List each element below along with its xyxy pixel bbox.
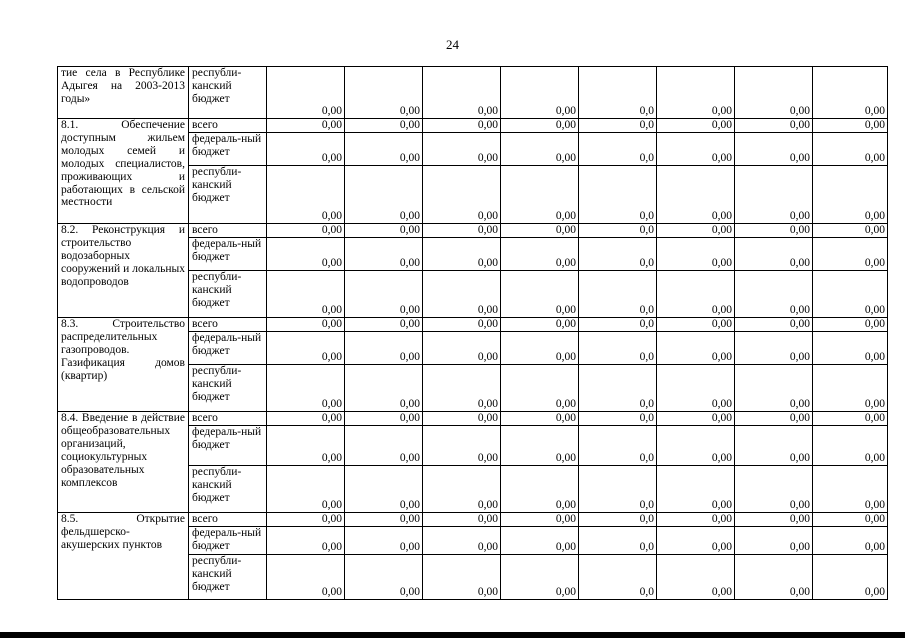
value-cell: 0,00 bbox=[813, 119, 888, 133]
value-cell: 0,0 bbox=[579, 555, 657, 600]
table-row bbox=[58, 318, 888, 332]
value-cell: 0,00 bbox=[267, 555, 345, 600]
item-description: тие села в Республике Адыгея на 2003-2013 годы» bbox=[58, 67, 189, 119]
funding-source: федераль-ный бюджет bbox=[189, 527, 267, 555]
bottom-border bbox=[0, 632, 905, 638]
value-cell: 0,0 bbox=[579, 426, 657, 466]
value-cell: 0,00 bbox=[813, 271, 888, 318]
funding-source: всего bbox=[189, 318, 267, 332]
funding-source: федераль-ный бюджет bbox=[189, 133, 267, 166]
value-cell: 0,00 bbox=[735, 238, 813, 271]
value-cell: 0,00 bbox=[813, 365, 888, 412]
value-cell: 0,00 bbox=[423, 332, 501, 365]
value-cell: 0,00 bbox=[657, 166, 735, 224]
table-row bbox=[58, 513, 888, 527]
value-cell: 0,0 bbox=[579, 513, 657, 527]
value-cell: 0,00 bbox=[423, 466, 501, 513]
value-cell: 0,00 bbox=[735, 365, 813, 412]
table-row bbox=[58, 412, 888, 426]
value-cell: 0,00 bbox=[501, 513, 579, 527]
table-row bbox=[58, 67, 888, 119]
value-cell: 0,00 bbox=[267, 271, 345, 318]
value-cell: 0,0 bbox=[579, 166, 657, 224]
value-cell: 0,00 bbox=[813, 67, 888, 119]
value-cell: 0,00 bbox=[345, 67, 423, 119]
value-cell: 0,00 bbox=[813, 412, 888, 426]
value-cell: 0,00 bbox=[345, 466, 423, 513]
value-cell: 0,00 bbox=[345, 224, 423, 238]
value-cell: 0,00 bbox=[345, 119, 423, 133]
value-cell: 0,00 bbox=[267, 224, 345, 238]
value-cell: 0,00 bbox=[657, 365, 735, 412]
value-cell: 0,0 bbox=[579, 133, 657, 166]
funding-source: республи-канский бюджет bbox=[189, 67, 267, 119]
value-cell: 0,00 bbox=[501, 119, 579, 133]
value-cell: 0,0 bbox=[579, 412, 657, 426]
value-cell: 0,00 bbox=[345, 365, 423, 412]
value-cell: 0,00 bbox=[735, 166, 813, 224]
value-cell: 0,0 bbox=[579, 332, 657, 365]
value-cell: 0,00 bbox=[423, 513, 501, 527]
funding-source: всего bbox=[189, 513, 267, 527]
value-cell: 0,00 bbox=[813, 426, 888, 466]
value-cell: 0,0 bbox=[579, 466, 657, 513]
value-cell: 0,00 bbox=[423, 365, 501, 412]
value-cell: 0,00 bbox=[657, 133, 735, 166]
value-cell: 0,00 bbox=[423, 119, 501, 133]
funding-source: республи-канский бюджет bbox=[189, 555, 267, 600]
value-cell: 0,00 bbox=[657, 271, 735, 318]
value-cell: 0,00 bbox=[267, 513, 345, 527]
value-cell: 0,00 bbox=[735, 555, 813, 600]
funding-source: республи-канский бюджет bbox=[189, 271, 267, 318]
value-cell: 0,00 bbox=[735, 466, 813, 513]
value-cell: 0,00 bbox=[345, 238, 423, 271]
value-cell: 0,00 bbox=[657, 555, 735, 600]
value-cell: 0,00 bbox=[501, 224, 579, 238]
value-cell: 0,00 bbox=[267, 238, 345, 271]
value-cell: 0,00 bbox=[813, 238, 888, 271]
value-cell: 0,00 bbox=[735, 318, 813, 332]
value-cell: 0,00 bbox=[267, 466, 345, 513]
table-row bbox=[58, 119, 888, 133]
item-description: 8.5. Открытие фельдшерско-акушерских пунктов bbox=[58, 513, 189, 600]
value-cell: 0,00 bbox=[423, 271, 501, 318]
value-cell: 0,00 bbox=[345, 527, 423, 555]
value-cell: 0,00 bbox=[501, 238, 579, 271]
value-cell: 0,00 bbox=[345, 412, 423, 426]
value-cell: 0,0 bbox=[579, 527, 657, 555]
value-cell: 0,00 bbox=[345, 133, 423, 166]
funding-source: республи-канский бюджет bbox=[189, 466, 267, 513]
value-cell: 0,00 bbox=[657, 426, 735, 466]
value-cell: 0,00 bbox=[501, 527, 579, 555]
value-cell: 0,00 bbox=[735, 271, 813, 318]
value-cell: 0,00 bbox=[423, 67, 501, 119]
value-cell: 0,00 bbox=[423, 133, 501, 166]
value-cell: 0,00 bbox=[813, 513, 888, 527]
value-cell: 0,00 bbox=[345, 318, 423, 332]
value-cell: 0,00 bbox=[735, 332, 813, 365]
value-cell: 0,00 bbox=[267, 365, 345, 412]
value-cell: 0,00 bbox=[345, 332, 423, 365]
value-cell: 0,00 bbox=[501, 555, 579, 600]
value-cell: 0,00 bbox=[735, 133, 813, 166]
funding-source: федераль-ный бюджет bbox=[189, 332, 267, 365]
value-cell: 0,00 bbox=[735, 527, 813, 555]
value-cell: 0,00 bbox=[345, 555, 423, 600]
item-description: 8.2. Реконструкция и строительство водозаборных сооружений и локальных водопроводов bbox=[58, 224, 189, 318]
value-cell: 0,00 bbox=[267, 166, 345, 224]
value-cell: 0,00 bbox=[423, 412, 501, 426]
value-cell: 0,00 bbox=[267, 67, 345, 119]
value-cell: 0,00 bbox=[501, 332, 579, 365]
value-cell: 0,00 bbox=[813, 224, 888, 238]
value-cell: 0,0 bbox=[579, 318, 657, 332]
value-cell: 0,00 bbox=[423, 527, 501, 555]
funding-source: всего bbox=[189, 224, 267, 238]
value-cell: 0,00 bbox=[813, 527, 888, 555]
funding-source: федераль-ный бюджет bbox=[189, 426, 267, 466]
value-cell: 0,00 bbox=[345, 271, 423, 318]
budget-table bbox=[57, 66, 888, 600]
value-cell: 0,00 bbox=[345, 513, 423, 527]
value-cell: 0,00 bbox=[423, 166, 501, 224]
value-cell: 0,00 bbox=[501, 426, 579, 466]
value-cell: 0,00 bbox=[345, 426, 423, 466]
value-cell: 0,00 bbox=[657, 412, 735, 426]
funding-source: федераль-ный бюджет bbox=[189, 238, 267, 271]
page-number: 24 bbox=[446, 37, 459, 52]
value-cell: 0,00 bbox=[267, 318, 345, 332]
value-cell: 0,00 bbox=[501, 166, 579, 224]
value-cell: 0,00 bbox=[813, 133, 888, 166]
value-cell: 0,00 bbox=[423, 555, 501, 600]
value-cell: 0,0 bbox=[579, 224, 657, 238]
value-cell: 0,0 bbox=[579, 238, 657, 271]
value-cell: 0,00 bbox=[501, 365, 579, 412]
value-cell: 0,00 bbox=[813, 318, 888, 332]
value-cell: 0,00 bbox=[735, 119, 813, 133]
value-cell: 0,00 bbox=[423, 238, 501, 271]
value-cell: 0,00 bbox=[657, 527, 735, 555]
value-cell: 0,00 bbox=[267, 527, 345, 555]
value-cell: 0,00 bbox=[735, 513, 813, 527]
value-cell: 0,0 bbox=[579, 67, 657, 119]
funding-source: республи-канский бюджет bbox=[189, 365, 267, 412]
item-description: 8.1. Обеспечение доступным жильем молодых семей и молодых специалистов, проживающих и работающих в сельской местности bbox=[58, 119, 189, 224]
value-cell: 0,00 bbox=[813, 466, 888, 513]
value-cell: 0,00 bbox=[813, 166, 888, 224]
value-cell: 0,00 bbox=[657, 67, 735, 119]
funding-source: всего bbox=[189, 119, 267, 133]
value-cell: 0,00 bbox=[501, 67, 579, 119]
value-cell: 0,0 bbox=[579, 119, 657, 133]
funding-source: всего bbox=[189, 412, 267, 426]
value-cell: 0,00 bbox=[657, 332, 735, 365]
value-cell: 0,00 bbox=[735, 224, 813, 238]
value-cell: 0,00 bbox=[657, 224, 735, 238]
value-cell: 0,00 bbox=[267, 119, 345, 133]
value-cell: 0,00 bbox=[501, 271, 579, 318]
item-description: 8.4. Введение в действие общеобразовательных организаций, социокультурных образовательных комплексов bbox=[58, 412, 189, 513]
value-cell: 0,0 bbox=[579, 365, 657, 412]
value-cell: 0,00 bbox=[657, 238, 735, 271]
value-cell: 0,00 bbox=[423, 224, 501, 238]
value-cell: 0,0 bbox=[579, 271, 657, 318]
value-cell: 0,00 bbox=[813, 555, 888, 600]
value-cell: 0,00 bbox=[267, 133, 345, 166]
value-cell: 0,00 bbox=[267, 332, 345, 365]
value-cell: 0,00 bbox=[267, 426, 345, 466]
table-row bbox=[58, 224, 888, 238]
value-cell: 0,00 bbox=[501, 133, 579, 166]
value-cell: 0,00 bbox=[657, 466, 735, 513]
value-cell: 0,00 bbox=[735, 412, 813, 426]
value-cell: 0,00 bbox=[735, 426, 813, 466]
value-cell: 0,00 bbox=[501, 466, 579, 513]
funding-source: республи-канский бюджет bbox=[189, 166, 267, 224]
value-cell: 0,00 bbox=[735, 67, 813, 119]
value-cell: 0,00 bbox=[657, 318, 735, 332]
value-cell: 0,00 bbox=[423, 318, 501, 332]
table-body bbox=[58, 67, 888, 600]
value-cell: 0,00 bbox=[657, 119, 735, 133]
value-cell: 0,00 bbox=[345, 166, 423, 224]
value-cell: 0,00 bbox=[267, 412, 345, 426]
value-cell: 0,00 bbox=[501, 318, 579, 332]
value-cell: 0,00 bbox=[501, 412, 579, 426]
value-cell: 0,00 bbox=[657, 513, 735, 527]
item-description: 8.3. Строительство распределительных газопроводов. Газификация домов (квартир) bbox=[58, 318, 189, 412]
value-cell: 0,00 bbox=[813, 332, 888, 365]
value-cell: 0,00 bbox=[423, 426, 501, 466]
